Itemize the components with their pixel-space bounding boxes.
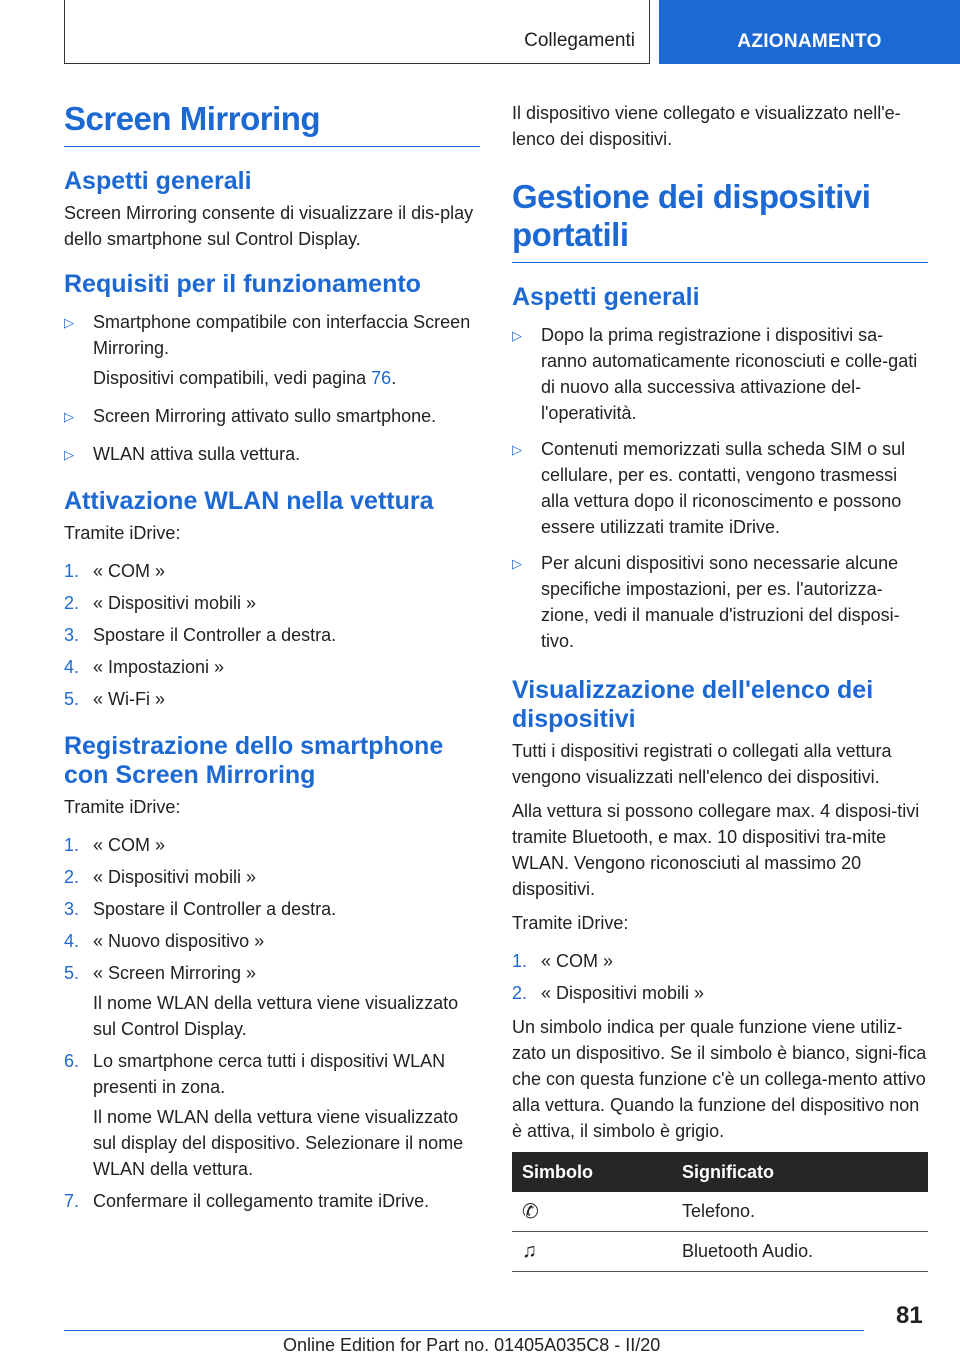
- section-heading-aspetti: Aspetti generali: [512, 283, 700, 311]
- header-tab: AZIONAMENTO: [659, 0, 960, 64]
- step-item: 2. « Dispositivi mobili »: [64, 593, 257, 613]
- table-row: ♫ Bluetooth Audio.: [512, 1232, 928, 1272]
- aspetti-list: [512, 322, 928, 654]
- triangle-bullet-icon: ▷: [64, 315, 74, 330]
- section-heading-attivazione: Attivazione WLAN nella vettura: [64, 487, 434, 515]
- step-item: 1. « COM »: [512, 951, 614, 971]
- section-heading-requisiti: Requisiti per il funzionamento: [64, 270, 421, 298]
- section-heading-registrazione: Registrazione dello smartphone con Screen Mirroring: [64, 732, 444, 789]
- list-item: ▷ Screen Mirroring attivato sullo smartphone.: [64, 403, 480, 429]
- triangle-bullet-icon: ▷: [512, 442, 522, 457]
- triangle-bullet-icon: ▷: [64, 447, 74, 462]
- header-section: Collegamenti: [524, 30, 635, 51]
- list-item: ▷ Dopo la prima registrazione i dispositivi sa-ranno automaticamente riconosciuti e colle-gati di nuovo alla successiva attivazione del-l'operatività.: [512, 325, 918, 423]
- step-item: 5. « Screen Mirroring » Il nome WLAN della vettura viene visualizzato sul Control Display.: [64, 963, 459, 1039]
- phone-icon: ✆: [512, 1192, 672, 1232]
- header-frame: [64, 0, 650, 64]
- step-item: 4. « Nuovo dispositivo »: [64, 931, 265, 951]
- step-item: 1. « COM »: [64, 835, 166, 855]
- step-item: 2. « Dispositivi mobili »: [512, 983, 705, 1003]
- requisiti-list: [64, 309, 480, 467]
- page-link[interactable]: 76: [371, 368, 392, 388]
- step-item: 5. « Wi-Fi »: [64, 689, 165, 709]
- step-item: 1. « COM »: [64, 561, 166, 581]
- symbol-table: [512, 1152, 928, 1272]
- step-item: 4. « Impostazioni »: [64, 657, 225, 677]
- elenco-steps: [512, 948, 928, 1006]
- paragraph: Tramite iDrive:: [64, 523, 181, 543]
- table-header-symbol: Simbolo: [512, 1152, 672, 1192]
- list-item: ▷ Per alcuni dispositivi sono necessarie alcune specifiche impostazioni, per es. l'autorizza-zione, vedi il manuale d'istruzioni del disposi-tivo.: [512, 553, 900, 651]
- registrazione-steps: [64, 832, 480, 1214]
- footer-text: Online Edition for Part no. 01405A035C8 - II/20: [283, 1335, 661, 1355]
- page-title: Screen Mirroring: [64, 100, 480, 147]
- step-item: 3. Spostare il Controller a destra.: [64, 899, 337, 919]
- right-column: [512, 100, 928, 1272]
- table-header-meaning: Significato: [672, 1152, 928, 1192]
- left-column: [64, 100, 480, 1230]
- music-note-icon: ♫: [512, 1232, 672, 1272]
- list-item: ▷ WLAN attiva sulla vettura.: [64, 441, 480, 467]
- paragraph: Screen Mirroring consente di visualizzare il dis-play dello smartphone sul Control Display.: [64, 203, 474, 249]
- attivazione-steps: [64, 558, 480, 712]
- table-row: ✆ Telefono.: [512, 1192, 928, 1232]
- page-number: 81: [896, 1302, 923, 1329]
- section-heading-elenco: Visualizzazione dell'elenco dei dispositivi: [512, 676, 874, 733]
- paragraph: Il dispositivo viene collegato e visualizzato nell'e-lenco dei dispositivi.: [512, 103, 901, 149]
- paragraph: Alla vettura si possono collegare max. 4 disposi-tivi tramite Bluetooth, e max. 10 dispositivi tra-mite WLAN. Vengono riconosciuti al massimo 20 dispositivi.: [512, 801, 920, 899]
- section-heading-aspetti: Aspetti generali: [64, 167, 252, 195]
- step-item: 3. Spostare il Controller a destra.: [64, 625, 337, 645]
- paragraph: Tramite iDrive:: [64, 797, 181, 817]
- paragraph: Tramite iDrive:: [512, 913, 629, 933]
- triangle-bullet-icon: ▷: [512, 328, 522, 343]
- step-item: 2. « Dispositivi mobili »: [64, 867, 257, 887]
- step-item: 6. Lo smartphone cerca tutti i dispositivi WLAN presenti in zona. Il nome WLAN della vettura viene visualizzato sul display del dispositivo. Selezionare il nome WLAN della vettura.: [64, 1051, 464, 1179]
- triangle-bullet-icon: ▷: [512, 556, 522, 571]
- step-item: 7. Confermare il collegamento tramite iDrive.: [64, 1191, 430, 1211]
- triangle-bullet-icon: ▷: [64, 409, 74, 424]
- footer-divider: [64, 1330, 864, 1331]
- paragraph: Tutti i dispositivi registrati o collegati alla vettura vengono visualizzati nell'elenco dei dispositivi.: [512, 741, 892, 787]
- paragraph: Un simbolo indica per quale funzione viene utiliz-zato un dispositivo. Se il simbolo è bianco, signi-fica che con questa funzione c'è un collega-mento attivo alla vettura. Quando la funzione del dispositivo non è attiva, il simbolo è grigio.: [512, 1017, 927, 1141]
- list-item: ▷ Contenuti memorizzati sulla scheda SIM o sul cellulare, per es. contatti, vengono trasmessi alla vettura dopo il riconoscimento e possono essere utilizzati tramite iDrive.: [512, 439, 906, 537]
- list-item: ▷ Smartphone compatibile con interfaccia Screen Mirroring. Dispositivi compatibili, vedi pagina 76.: [64, 312, 471, 388]
- section-title: Gestione dei dispositivi portatili: [512, 178, 928, 263]
